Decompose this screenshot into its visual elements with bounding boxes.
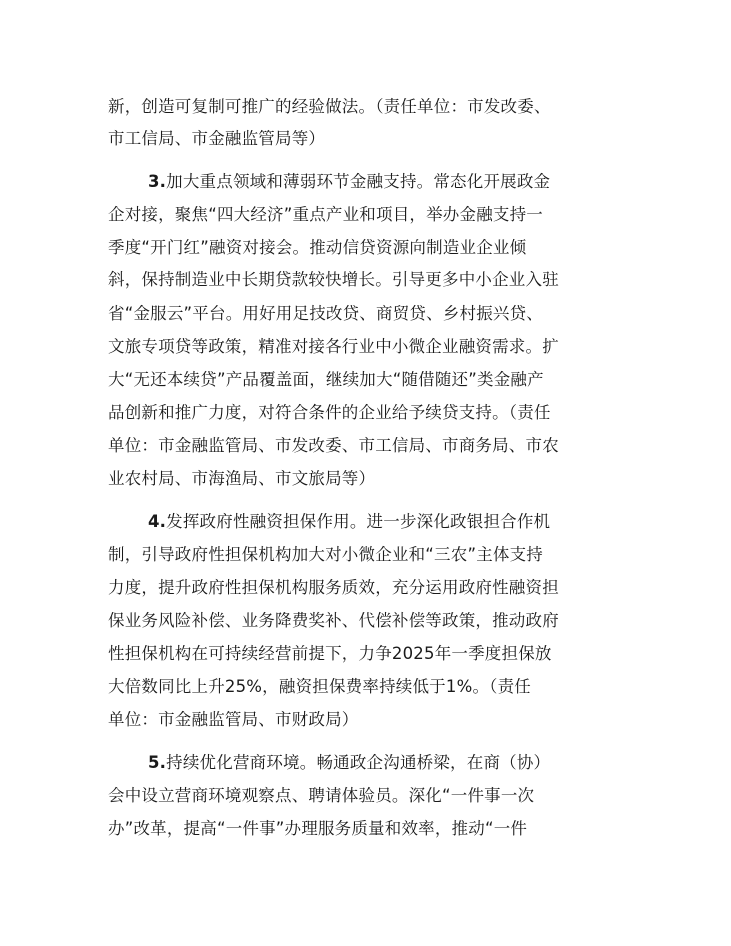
text-line: 单位：市金融监管局、市发改委、市工信局、市商务局、市农 bbox=[108, 436, 559, 455]
paragraph-3-line bbox=[148, 172, 550, 192]
item-number: 4. bbox=[148, 512, 167, 531]
text-line: 省“金服云”平台。用好用足技改贷、商贸贷、乡村振兴贷、 bbox=[108, 304, 543, 323]
text-line: 市工信局、市金融监管局等） bbox=[108, 129, 326, 148]
text-line: 发挥政府性融资担保作用。进一步深化政银担合作机 bbox=[166, 512, 551, 531]
text-line: 大倍数同比上升25%，融资担保费率持续低于1%。（责任 bbox=[108, 677, 531, 696]
paragraph-5-line bbox=[148, 753, 550, 773]
text-line: 文旅专项贷等政策，精准对接各行业中小微企业融资需求。扩 bbox=[108, 337, 559, 356]
text-line: 季度“开门红”融资对接会。推动信贷资源向制造业企业倾 bbox=[108, 238, 527, 257]
text-line: 品创新和推广力度，对符合条件的企业给予续贷支持。（责任 bbox=[108, 403, 551, 422]
text-line: 办”改革，提高“一件事”办理服务质量和效率，推动“一件 bbox=[108, 819, 528, 838]
text-line: 加大重点领域和薄弱环节金融支持。常态化开展政金 bbox=[166, 172, 551, 191]
item-number: 3. bbox=[148, 172, 167, 191]
text-line: 业农村局、市海渔局、市文旅局等） bbox=[108, 469, 376, 488]
paragraph-4-line bbox=[148, 512, 550, 532]
text-line: 力度，提升政府性担保机构服务质效，充分运用政府性融资担 bbox=[108, 578, 559, 597]
text-line: 斜，保持制造业中长期贷款较快增长。引导更多中小企业入驻 bbox=[108, 270, 559, 289]
text-line: 持续优化营商环境。畅通政企沟通桥梁，在商（协） bbox=[166, 753, 551, 772]
text-line: 新，创造可复制可推广的经验做法。（责任单位：市发改委、 bbox=[108, 97, 551, 116]
text-line: 制，引导政府性担保机构加大对小微企业和“三农”主体支持 bbox=[108, 545, 543, 564]
text-line: 会中设立营商环境观察点、聘请体验员。深化“一件事一次 bbox=[108, 786, 535, 805]
text-line: 保业务风险补偿、业务降费奖补、代偿补偿等政策，推动政府 bbox=[108, 611, 559, 630]
item-number: 5. bbox=[148, 753, 167, 772]
text-line: 单位：市金融监管局、市财政局） bbox=[108, 710, 359, 729]
text-line: 性担保机构在可持续经营前提下，力争2025年一季度担保放 bbox=[108, 644, 552, 663]
text-line: 企对接，聚焦“四大经济”重点产业和项目，举办金融支持一 bbox=[108, 205, 543, 224]
text-line: 大“无还本续贷”产品覆盖面，继续加大“随借随还”类金融产 bbox=[108, 370, 544, 389]
